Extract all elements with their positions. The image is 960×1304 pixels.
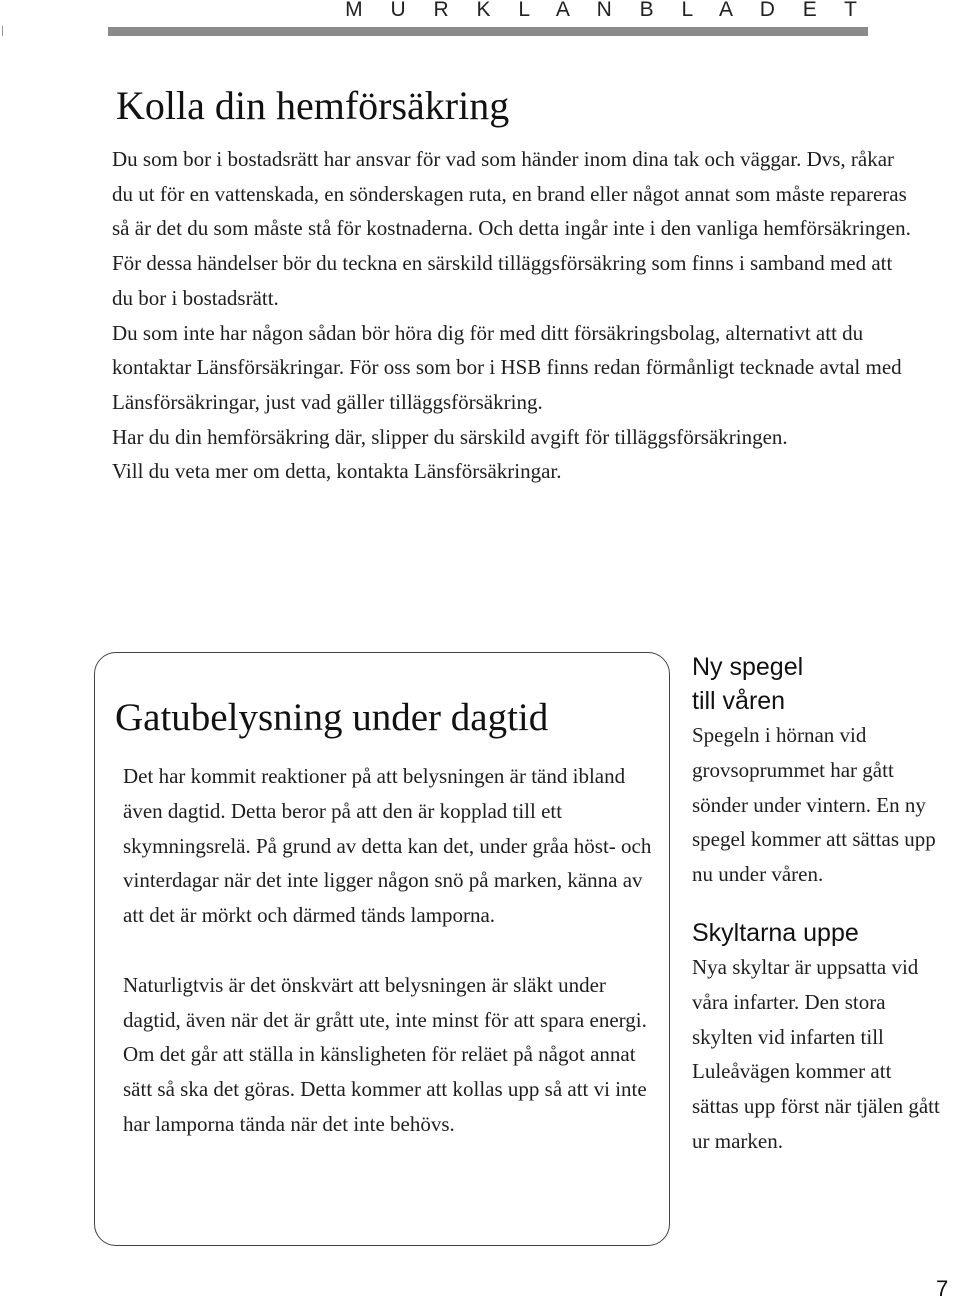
masthead xyxy=(108,0,868,40)
gatubelysning-headline: Gatubelysning under dagtid xyxy=(115,696,549,739)
page-number: 7 xyxy=(936,1276,949,1301)
gatubelysning-paragraph: Det har kommit reaktioner på att belysningen är tänd ibland även dagtid. Detta beror på att den är kopplad till ett skymningsrelä. På grund av detta kan det, under gråa höst- och vinterdagar när det inte ligger någon snö på marken, känna av att det är mörkt och därmed tänds lamporna. xyxy=(123,764,652,928)
skyltar-heading: Skyltarna uppe xyxy=(692,918,859,947)
edge-mark xyxy=(2,26,3,36)
spegel-text: Spegeln i hörnan vid grovsoprummet har gått sönder under vintern. En ny spegel kommer att sättas upp nu under våren. xyxy=(692,723,936,887)
publication-title: M U R K L A N B L A D E T xyxy=(345,0,868,21)
skyltar-text: Nya skyltar är uppsatta vid våra infarter. Den stora skylten vid infarten till Luleåvägen kommer att sättas upp först när tjälen gått ur marken. xyxy=(692,954,940,1153)
spegel-notice xyxy=(692,650,942,892)
gatubelysning-body xyxy=(123,759,663,1142)
article-paragraph: Du som inte har någon sådan bör höra dig för med ditt försäkringsbolag, alternativt att du kontaktar Länsförsäkringar. För oss som bor i HSB finns redan förmånligt tecknade avtal med Länsförsäkringar, just vad gäller tilläggsförsäkring. xyxy=(112,320,902,414)
article-paragraph: Vill du veta mer om detta, kontakta Länsförsäkringar. xyxy=(112,459,562,484)
spegel-heading-line2: till våren xyxy=(692,687,786,715)
masthead-bar xyxy=(108,27,868,36)
spegel-heading-line1: Ny spegel xyxy=(692,653,804,681)
article-gatubelysning-box xyxy=(94,652,670,1246)
article-headline: Kolla din hemförsäkring xyxy=(116,83,510,128)
news-sidebar xyxy=(692,650,942,1159)
skyltar-notice xyxy=(692,916,942,1159)
article-paragraph: Har du din hemförsäkring där, slipper du särskild avgift för tilläggsförsäkringen. xyxy=(112,424,788,449)
article-body xyxy=(112,142,912,489)
spegel-heading xyxy=(692,650,942,718)
gatubelysning-paragraph: Naturligtvis är det önskvärt att belysningen är släkt under dagtid, även när det är grått ute, inte minst för att spara energi. Om det går att ställa in känsligheten för reläet på något annat sätt så ska det göras. Detta kommer att kollas upp så att vi inte har lamporna tända när det inte behövs. xyxy=(123,972,647,1136)
article-hemforsakring xyxy=(112,78,912,489)
article-paragraph: Du som bor i bostadsrätt har ansvar för vad som händer inom dina tak och väggar. Dvs, råkar du ut för en vattenskada, en sönderskagen ruta, en brand eller något annat som måste repareras så är det du som måste stå för kostnaderna. Och detta ingår inte i den vanliga hemförsäkringen. För dessa händelser bör du teckna en särskild tilläggsförsäkring som finns i samband med att du bor i bostadsrätt. xyxy=(112,147,911,310)
